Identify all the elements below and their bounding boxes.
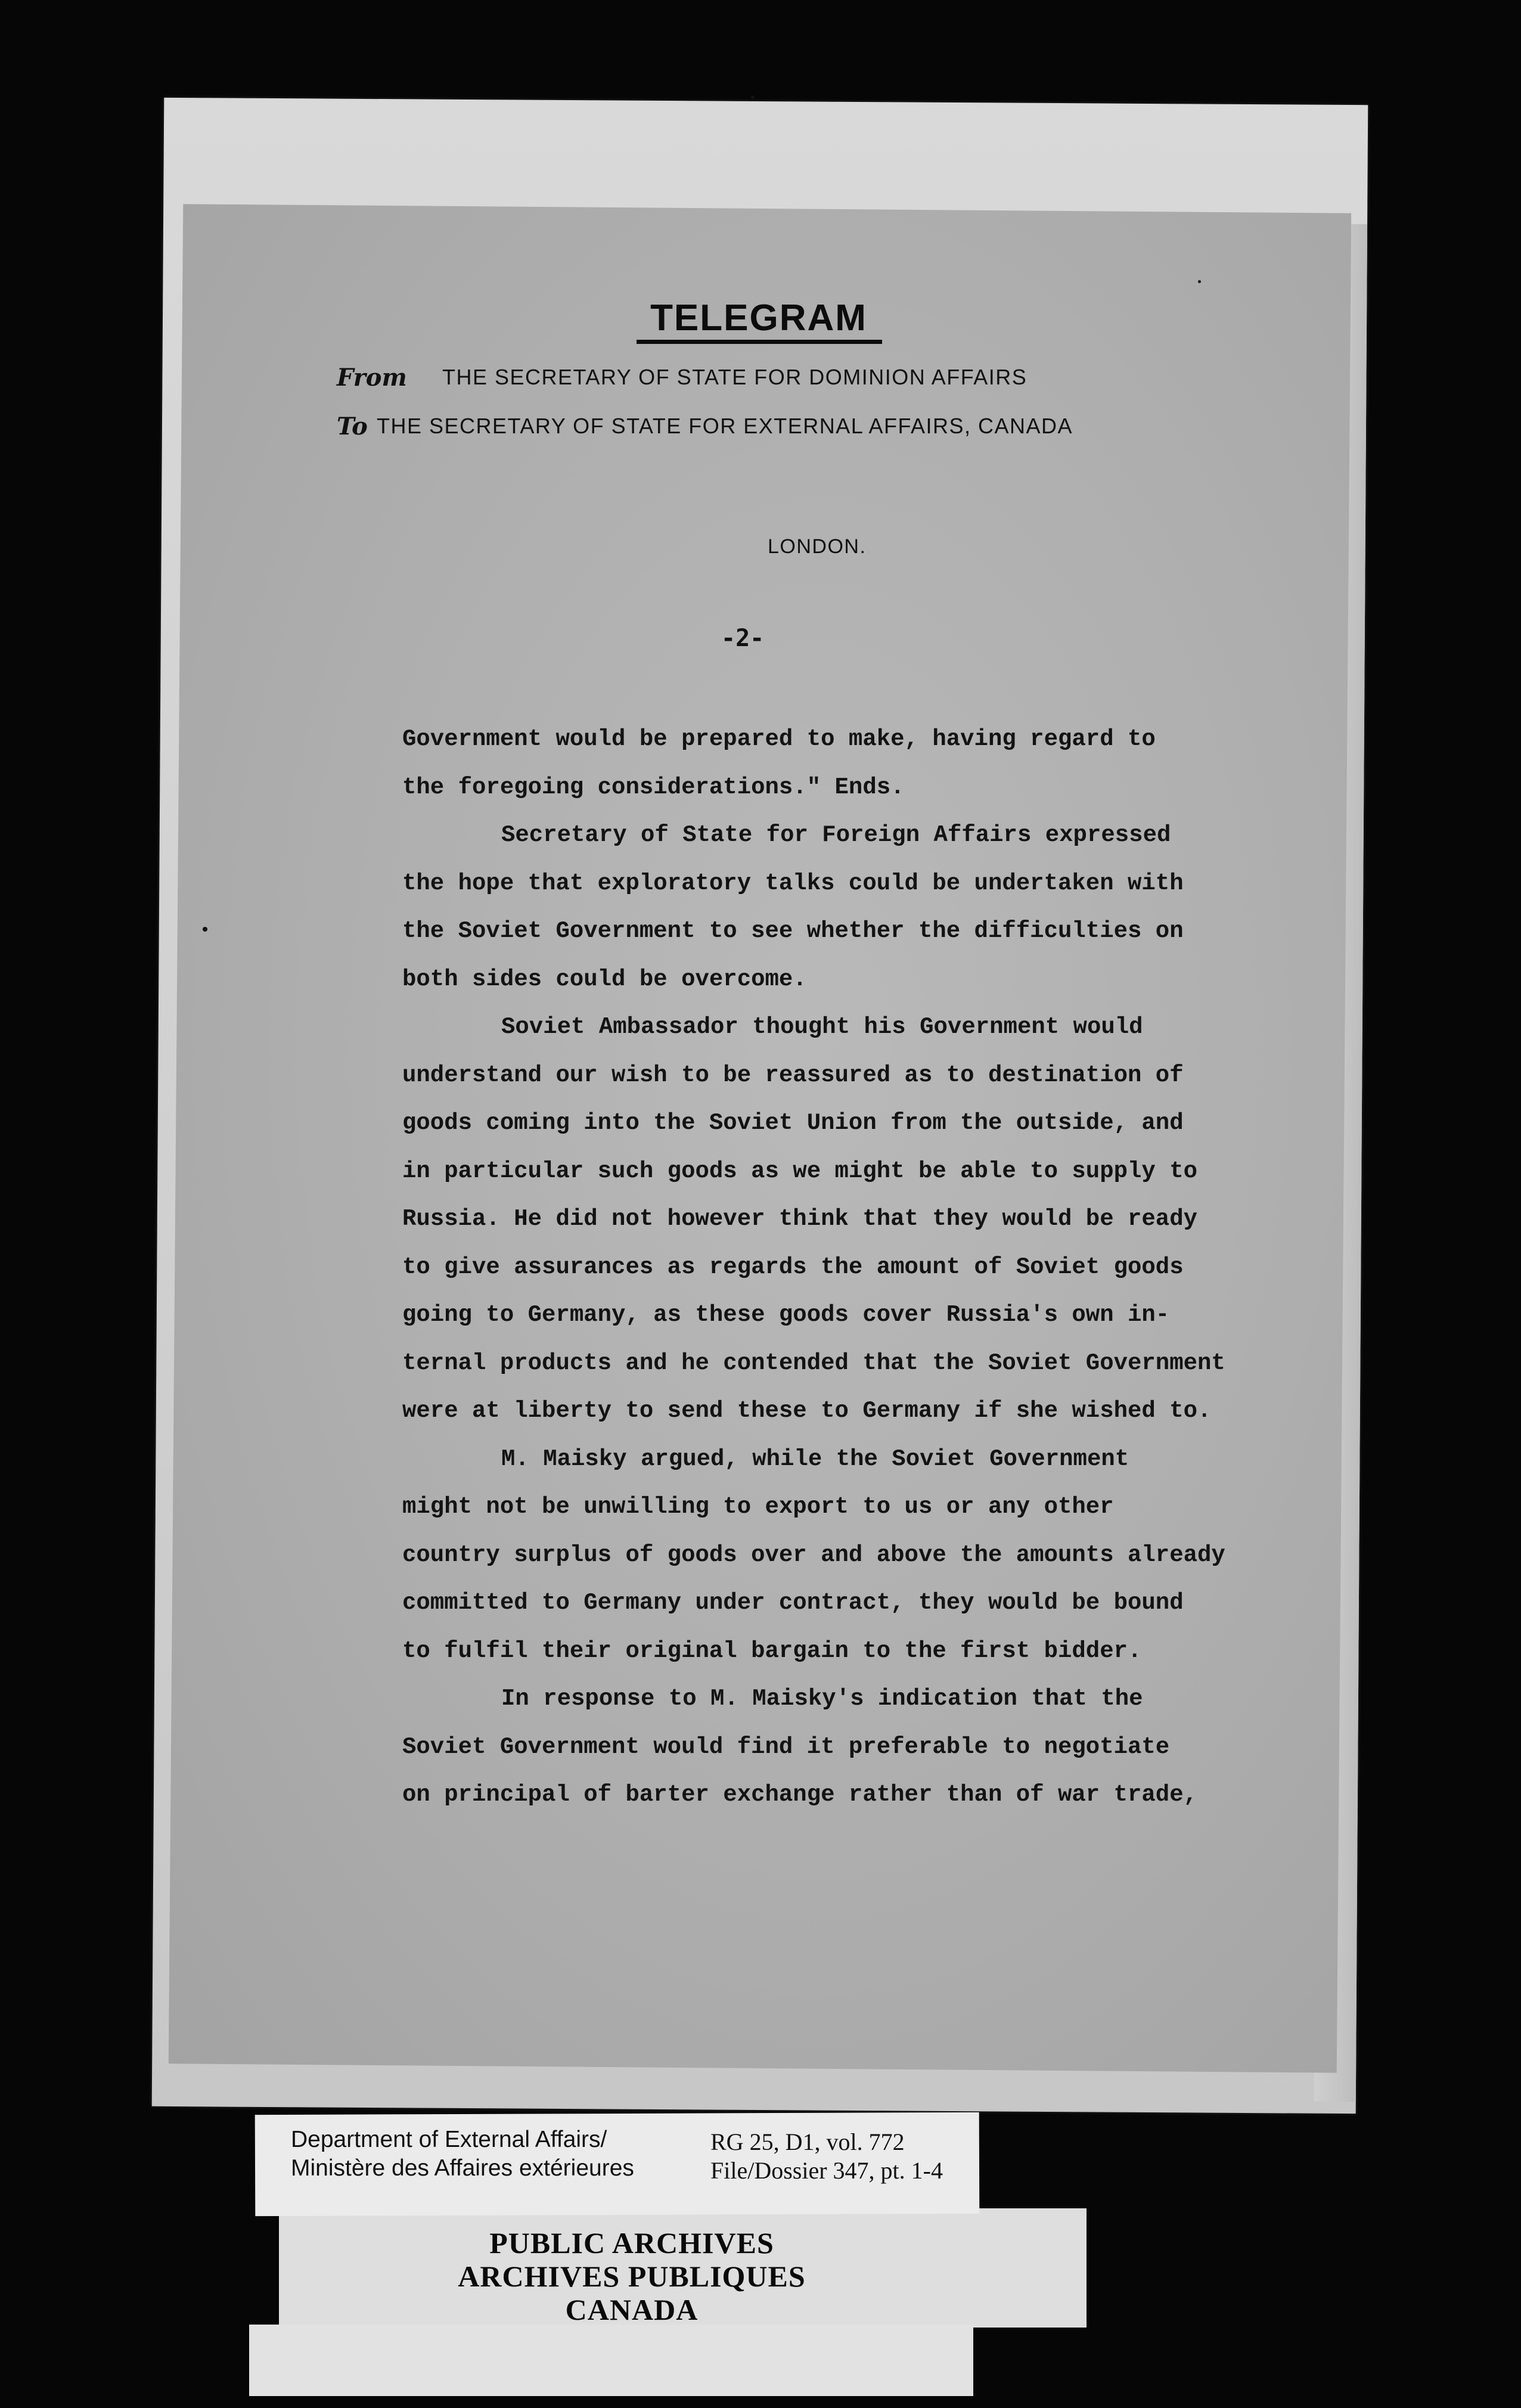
body-line: were at liberty to send these to Germany if she wished to. [402,1398,1212,1424]
body-line: to give assurances as regards the amount of Soviet goods [402,1253,1184,1280]
document-title: TELEGRAM [650,297,867,339]
archive-stamp-card-lower [249,2325,973,2396]
film-speck [1198,280,1201,283]
body-line: Soviet Ambassador thought his Government would [501,1014,1143,1040]
stamp-line-en: PUBLIC ARCHIVES [489,2226,774,2260]
body-line: the Soviet Government to see whether the difficulties on [402,918,1184,944]
film-speck [751,95,755,99]
body-line: Secretary of State for Foreign Affairs expressed [501,822,1171,848]
record-group: RG 25, D1, vol. 772 [710,2128,905,2155]
department-en: Department of External Affairs/ [291,2127,607,2152]
body-line: Soviet Government would find it preferable to negotiate [402,1733,1170,1760]
file-number: File/Dossier 347, pt. 1-4 [710,2157,943,2184]
film-speck [203,927,207,932]
stamp-line-country: CANADA [565,2293,699,2326]
body-line: on principal of barter exchange rather than of war trade, [402,1782,1198,1808]
body-line: M. Maisky argued, while the Soviet Government [501,1445,1129,1472]
body-line: to fulfil their original bargain to the first bidder. [402,1637,1142,1664]
body-line: committed to Germany under contract, they would be bound [402,1590,1184,1616]
to-line: THE SECRETARY OF STATE FOR EXTERNAL AFFAIRS, CANADA [377,414,1073,438]
body-line: In response to M. Maisky's indication that the [501,1686,1143,1712]
archive-department [291,2125,634,2183]
title-underline [637,340,882,344]
from-line: THE SECRETARY OF STATE FOR DOMINION AFFAIRS [442,365,1028,389]
archive-stamp [405,2226,858,2326]
department-fr: Ministère des Affaires extérieures [291,2155,634,2181]
body-line: country surplus of goods over and above the amounts already [402,1541,1225,1568]
body-line: Russia. He did not however think that they would be ready [402,1206,1198,1232]
archive-reference [710,2128,943,2185]
body-line: going to Germany, as these goods cover Russia's own in- [402,1302,1170,1328]
to-label: To [337,412,368,440]
body-line: ternal products and he contended that the Soviet Government [402,1349,1225,1376]
body-line: might not be unwilling to export to us or any other [402,1494,1114,1520]
stamp-line-fr: ARCHIVES PUBLIQUES [458,2260,806,2293]
body-line: in particular such goods as we might be able to supply to [402,1158,1198,1184]
from-label: From [337,364,407,392]
place-line: LONDON. [768,535,867,558]
body-line: understand our wish to be reassured as to destination of [402,1062,1184,1088]
body-line: the foregoing considerations." Ends. [402,774,905,800]
body-line: Government would be prepared to make, having regard to [402,726,1156,752]
body-line: goods coming into the Soviet Union from the outside, and [402,1110,1184,1136]
body-line: the hope that exploratory talks could be undertaken with [402,870,1184,896]
body-line: both sides could be overcome. [402,966,807,992]
page-number: -2- [721,625,765,652]
telegram-body [402,715,1272,1819]
